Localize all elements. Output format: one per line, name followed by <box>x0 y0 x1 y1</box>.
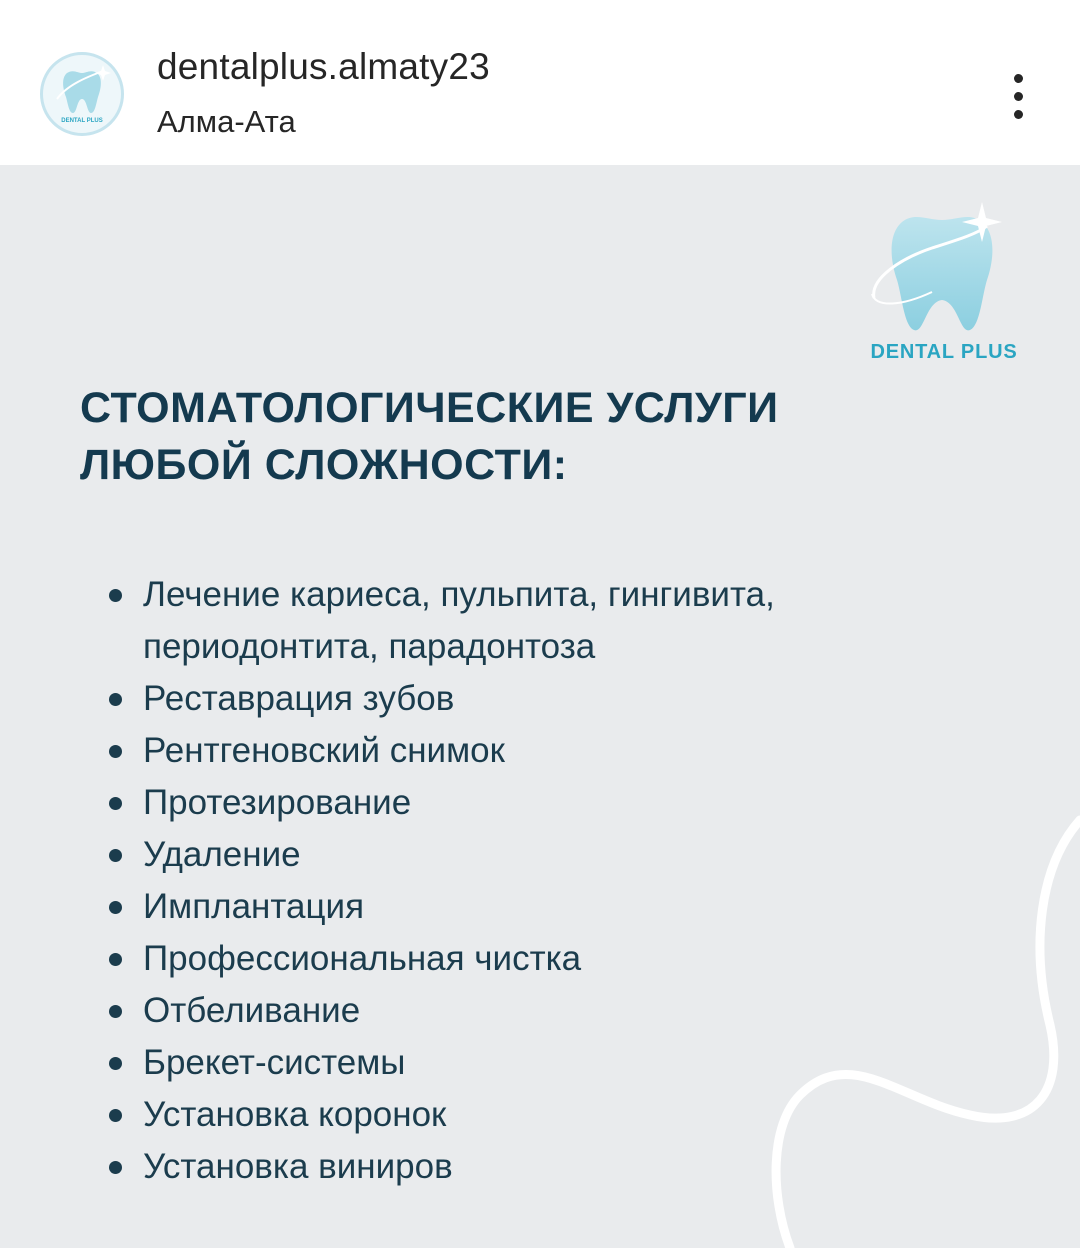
list-item: Брекет-системы <box>0 1037 900 1089</box>
list-item: Установка виниров <box>0 1141 900 1193</box>
list-item: Профессиональная чистка <box>0 933 900 985</box>
more-vertical-icon <box>1014 74 1023 83</box>
bullet-icon <box>109 1005 122 1018</box>
location-link[interactable]: Алма-Ата <box>157 104 296 139</box>
tooth-logo-icon <box>43 55 121 133</box>
bullet-icon <box>109 1161 122 1174</box>
post-header <box>0 0 1080 165</box>
avatar-caption: DENTAL PLUS <box>61 118 103 124</box>
list-item: Отбеливание <box>0 985 900 1037</box>
list-item: Рентгеновский снимок <box>0 725 900 777</box>
bullet-icon <box>109 589 122 602</box>
bullet-icon <box>109 953 122 966</box>
list-item: Установка коронок <box>0 1089 900 1141</box>
list-item: Реставрация зубов <box>0 673 900 725</box>
bullet-icon <box>109 745 122 758</box>
post-image <box>0 165 1080 1248</box>
list-item: Удаление <box>0 829 900 881</box>
bullet-icon <box>109 1109 122 1122</box>
bullet-icon <box>109 849 122 862</box>
services-list <box>0 569 900 1193</box>
bullet-icon <box>109 693 122 706</box>
bullet-icon <box>109 1057 122 1070</box>
post-title <box>80 380 840 494</box>
list-item: Протезирование <box>0 777 900 829</box>
more-options-button[interactable] <box>1000 68 1036 124</box>
profile-avatar[interactable] <box>40 52 124 136</box>
list-item: Имплантация <box>0 881 900 933</box>
brand-logo-text: DENTAL PLUS <box>870 341 1018 363</box>
bullet-icon <box>109 797 122 810</box>
bullet-icon <box>109 901 122 914</box>
title-line-1: СТОМАТОЛОГИЧЕСКИЕ УСЛУГИ <box>80 384 779 432</box>
list-item-continuation: периодонтита, парадонтоза <box>143 627 596 666</box>
title-line-2: ЛЮБОЙ СЛОЖНОСТИ: <box>80 441 568 489</box>
username[interactable]: dentalplus.almaty23 <box>157 46 490 87</box>
list-item: Лечение кариеса, пульпита, гингивита, <box>0 569 900 621</box>
